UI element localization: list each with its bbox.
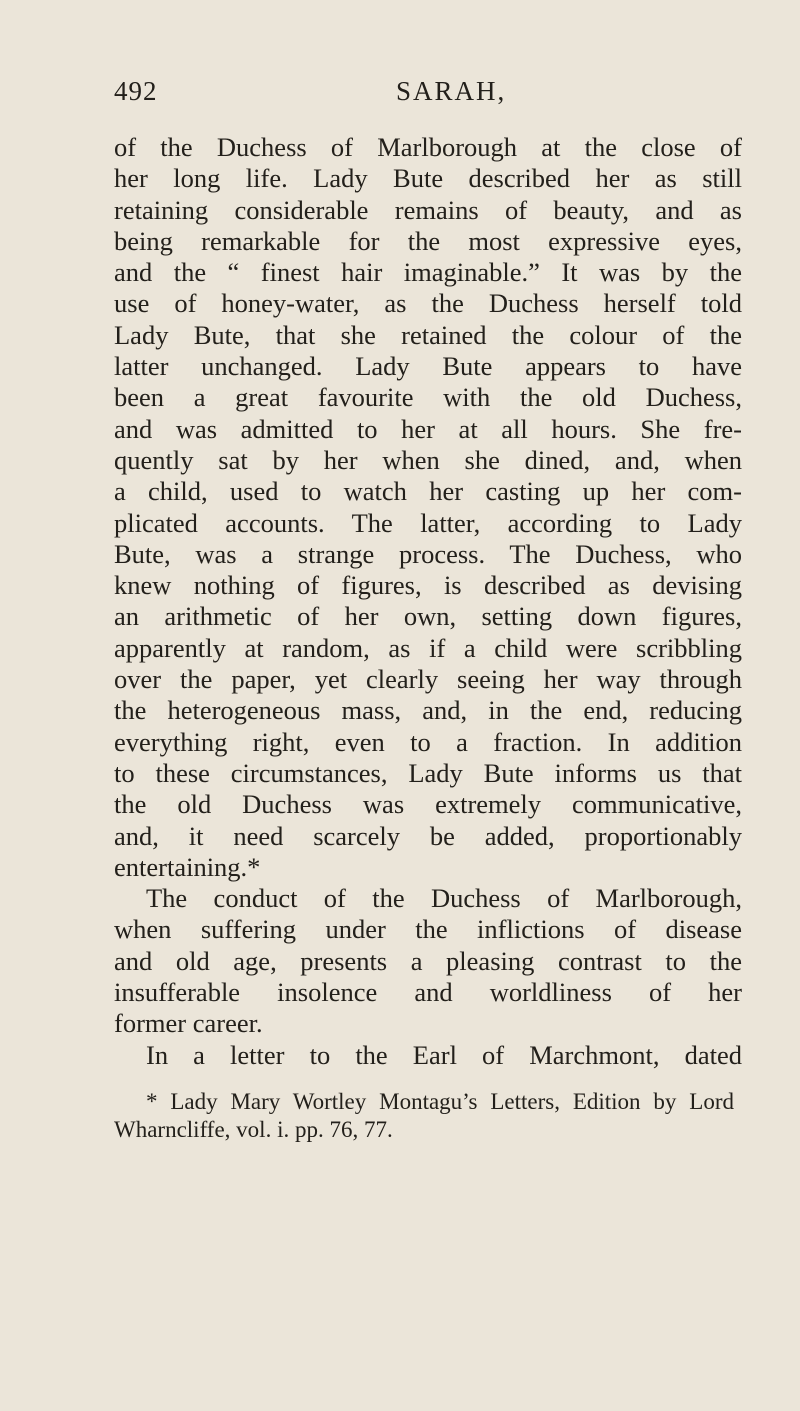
text-line: apparently at random, as if a child were scribbling (114, 632, 742, 663)
text-line: Lady Bute, that she retained the colour of the (114, 319, 742, 350)
text-line: Bute, was a strange process. The Duchess, who (114, 538, 742, 569)
running-title: SARAH, (396, 76, 507, 106)
text-line: over the paper, yet clearly seeing her way through (114, 664, 742, 695)
text-line: knew nothing of figures, is described as devising (114, 570, 742, 601)
text-line: a child, used to watch her casting up her com- (114, 476, 742, 507)
text-line: The conduct of the Duchess of Marlborough, (146, 883, 742, 914)
text-line: her long life. Lady Bute described her as still (114, 163, 742, 194)
text-line: and the “ finest hair imaginable.” It was by the (114, 257, 742, 288)
text-line: and was admitted to her at all hours. She fre- (114, 413, 742, 444)
text-line: when suffering under the inflictions of disease (114, 914, 742, 945)
text-line: plicated accounts. The latter, according to Lady (114, 507, 742, 538)
text-line: retaining considerable remains of beauty, and as (114, 194, 742, 225)
page-number: 492 (114, 76, 158, 106)
text-line: been a great favourite with the old Duchess, (114, 382, 742, 413)
text-line: former career. (114, 1008, 263, 1039)
text-line: of the Duchess of Marlborough at the close of (114, 132, 742, 162)
text-line: In a letter to the Earl of Marchmont, dated (146, 1039, 742, 1070)
text-line: quently sat by her when she dined, and, when (114, 444, 742, 475)
running-head (114, 76, 734, 116)
text-line: the old Duchess was extremely communicative, (114, 789, 742, 820)
body-text (114, 132, 742, 1071)
text-line: an arithmetic of her own, setting down figures, (114, 601, 742, 632)
footnote (114, 1088, 734, 1144)
text-line: latter unchanged. Lady Bute appears to have (114, 351, 742, 382)
text-line: insufferable insolence and worldliness of her (114, 977, 742, 1008)
text-line: everything right, even to a fraction. In addition (114, 726, 742, 757)
text-line: and old age, presents a pleasing contrast to the (114, 945, 742, 976)
text-line: the heterogeneous mass, and, in the end, reducing (114, 695, 742, 726)
text-line: use of honey-water, as the Duchess herself told (114, 288, 742, 319)
footnote-line: * Lady Mary Wortley Montagu’s Letters, Edition by Lord (146, 1089, 734, 1114)
text-line: being remarkable for the most expressive eyes, (114, 225, 742, 256)
text-line: and, it need scarcely be added, proportionably (114, 820, 742, 851)
footnote-line: Wharncliffe, vol. i. pp. 76, 77. (114, 1117, 393, 1142)
text-line: entertaining.* (114, 851, 261, 882)
text-line: to these circumstances, Lady Bute informs us that (114, 757, 742, 788)
